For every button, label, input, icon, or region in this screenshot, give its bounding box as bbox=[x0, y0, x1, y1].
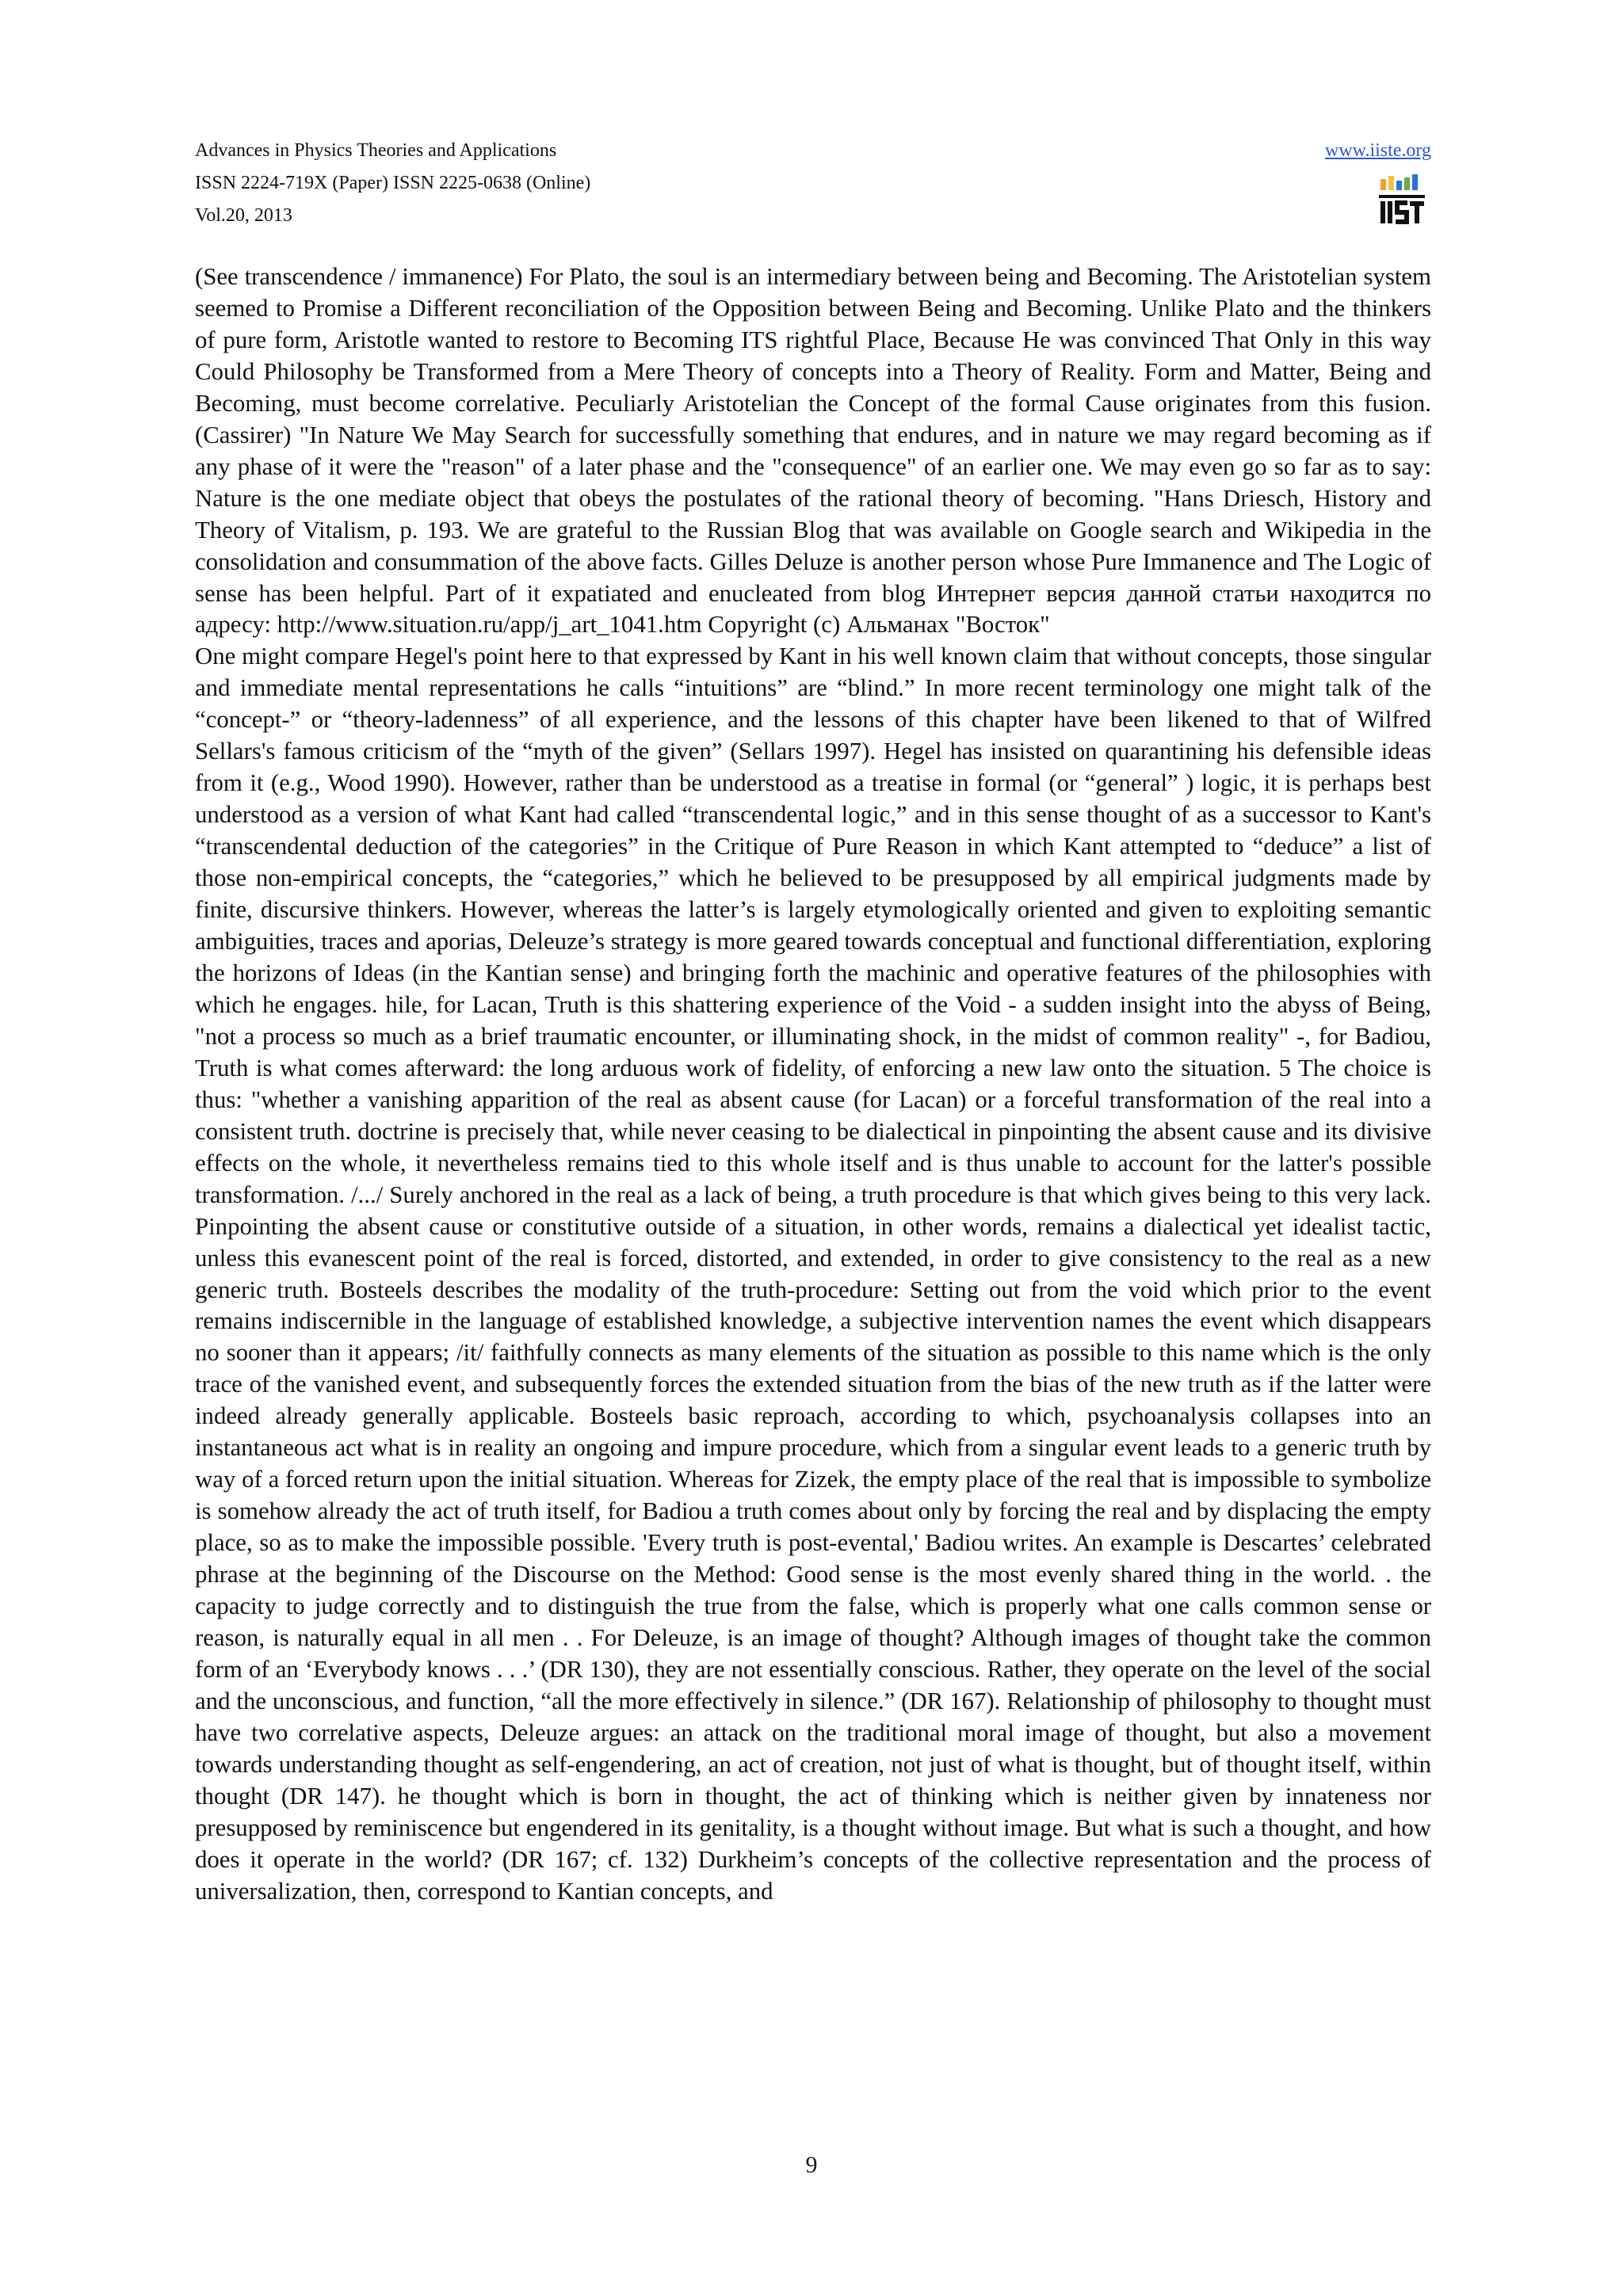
website-link[interactable]: www.iiste.org bbox=[1325, 140, 1431, 161]
volume-line: Vol.20, 2013 bbox=[195, 205, 292, 226]
logo-bar-3 bbox=[1396, 181, 1402, 190]
iiste-logo bbox=[1376, 171, 1428, 227]
paragraph: One might compare Hegel's point here to that expressed by Kant in his well known claim that without concepts, those singular and immediate mental representations he calls “intuitions” are “blind.” In more recent terminology one might talk of the “concept-” or “theory-ladenness” of all experience, and the lessons of this chapter have been likened to that of Wilfred Sellars's famous criticism of the “myth of the given” (Sellars 1997). Hegel has insisted on quarantining his defensible ideas from it (e.g., Wood 1990). However, rather than be understood as a treatise in formal (or “general” ) logic, it is perhaps best understood as a version of what Kant had called “transcendental logic,” and in this sense thought of as a successor to Kant's “transcendental deduction of the categories” in the Critique of Pure Reason in which Kant attempted to “deduce” a list of those non-empirical concepts, the “categories,” which he believed to be presupposed by all empirical judgments made by finite, discursive thinkers. However, whereas the latter’s is largely etymologically oriented and given to exploiting semantic ambiguities, traces and aporias, Deleuze’s strategy is more geared towards conceptual and functional differentiation, exploring the horizons of Ideas (in the Kantian sense) and bringing forth the machinic and operative features of the philosophies with which he engages. hile, for Lacan, Truth is this shattering experience of the Void - a sudden insight into the abyss of Being, "not a process so much as a brief traumatic encounter, or illuminating shock, in the midst of common reality" -, for Badiou, Truth is what comes afterward: the long arduous work of fidelity, of enforcing a new law onto the situation. 5 The choice is thus: "whether a vanishing apparition of the real as absent cause (for Lacan) or a forceful transformation of the real into a consistent truth. doctrine is precisely that, while never ceasing to be dialectical in pinpointing the absent cause and its divisive effects on the whole, it nevertheless remains tied to this whole itself and is thus unable to account for the latter's possible transformation. /.../ Surely anchored in the real as a lack of being, a truth procedure is that which gives being to this very lack. Pinpointing the absent cause or constitutive outside of a situation, in other words, remains a dialectical yet idealist tactic, unless this evanescent point of the real is forced, distorted, and extended, in order to give consistency to the real as a new generic truth. Bosteels describes the modality of the truth-procedure: Setting out from the void which prior to the event remains indiscernible in the language of established knowledge, a subjective intervention names the event which disappears no sooner than it appears; /it/ faithfully connects as many elements of the situation as possible to this name which is the only trace of the vanished event, and subsequently forces the extended situation from the bias of the new truth as if the latter were indeed already generally applicable. Bosteels basic reproach, according to which, psychoanalysis collapses into an instantaneous act what is in reality an ongoing and impure procedure, which from a singular event leads to a generic truth by way of a forced return upon the initial situation. Whereas for Zizek, the empty place of the real that is impossible to symbolize is somehow already the act of truth itself, for Badiou a truth comes about only by forcing the real and by displacing the empty place, so as to make the impossible possible. 'Every truth is post-evental,' Badiou writes. An example is Descartes’ celebrated phrase at the beginning of the Discourse on the Method: Good sense is the most evenly shared thing in the world. . the capacity to judge correctly and to distinguish the true from the false, which is properly what one calls common sense or reason, is naturally equal in all men . . For Deleuze, is an image of thought? Although images of thought take the common form of an ‘Everybody knows . . .’ (DR 130), they are not essentially conscious. Rather, they operate on the level of the social and the unconscious, and function, “all the more effectively in silence.” (DR 167). Relationship of philosophy to thought must have two correlative aspects, Deleuze argues: an attack on the traditional moral image of thought, but also a movement towards understanding thought as self-engendering, an act of creation, not just of what is thought, but of thought itself, within thought (DR 147). he thought which is born in thought, the act of thinking which is neither given by innateness nor presupposed by reminiscence but engendered in its genitality, is a thought without image. But what is such a thought, and how does it operate in the world? (DR 167; cf. 132) Durkheim’s concepts of the collective representation and the process of universalization, then, correspond to Kantian concepts, and bbox=[195, 643, 1431, 1905]
paragraph: (See transcendence / immanence) For Plato, the soul is an intermediary between being and Becoming. The Aristotelian system seemed to Promise a Different reconciliation of the Opposition between Being and Becoming. Unlike Plato and the thinkers of pure form, Aristotle wanted to restore to Becoming ITS rightful Place, Because He was convinced That Only in this way Could Philosophy be Transformed from a Mere Theory of concepts into a Theory of Reality. Form and Matter, Being and Becoming, must become correlative. Peculiarly Aristotelian the Concept of the formal Cause originates from this fusion. (Cassirer) "In Nature We May Search for successfully something that endures, and in nature we may regard becoming as if any phase of it were the "reason" of a later phase and the "consequence" of an earlier one. We may even go so far as to say: Nature is the one mediate object that obeys the postulates of the rational theory of becoming. "Hans Driesch, History and Theory of Vitalism, p. 193. We are grateful to the Russian Blog that was available on Google search and Wikipedia in the consolidation and consummation of the above facts. Gilles Deluze is another person whose Pure Immanence and The Logic of sense has been helpful. Part of it expatiated and enucleated from blog Интернет версия данной статьи находится по адресу: http://www.situation.ru/app/j_art_1041.htm Copyright (с) Альманах "Восток" bbox=[195, 263, 1431, 639]
journal-title: Advances in Physics Theories and Applications bbox=[195, 140, 557, 161]
page-number: 9 bbox=[805, 2152, 818, 2178]
logo-letter-i1 bbox=[1381, 201, 1385, 223]
logo-letter-t-stem bbox=[1415, 201, 1419, 223]
issn-line: ISSN 2224-719X (Paper) ISSN 2225-0638 (Online) bbox=[195, 173, 591, 193]
logo-bar-5 bbox=[1412, 174, 1418, 190]
logo-bar-2 bbox=[1388, 176, 1394, 190]
logo-bar-1 bbox=[1381, 179, 1386, 190]
page-header bbox=[195, 132, 1431, 235]
logo-letter-s bbox=[1396, 203, 1407, 222]
logo-rule bbox=[1379, 195, 1425, 198]
logo-letter-i2 bbox=[1388, 201, 1392, 223]
logo-bar-4 bbox=[1404, 177, 1410, 190]
article-body bbox=[195, 261, 1431, 1908]
